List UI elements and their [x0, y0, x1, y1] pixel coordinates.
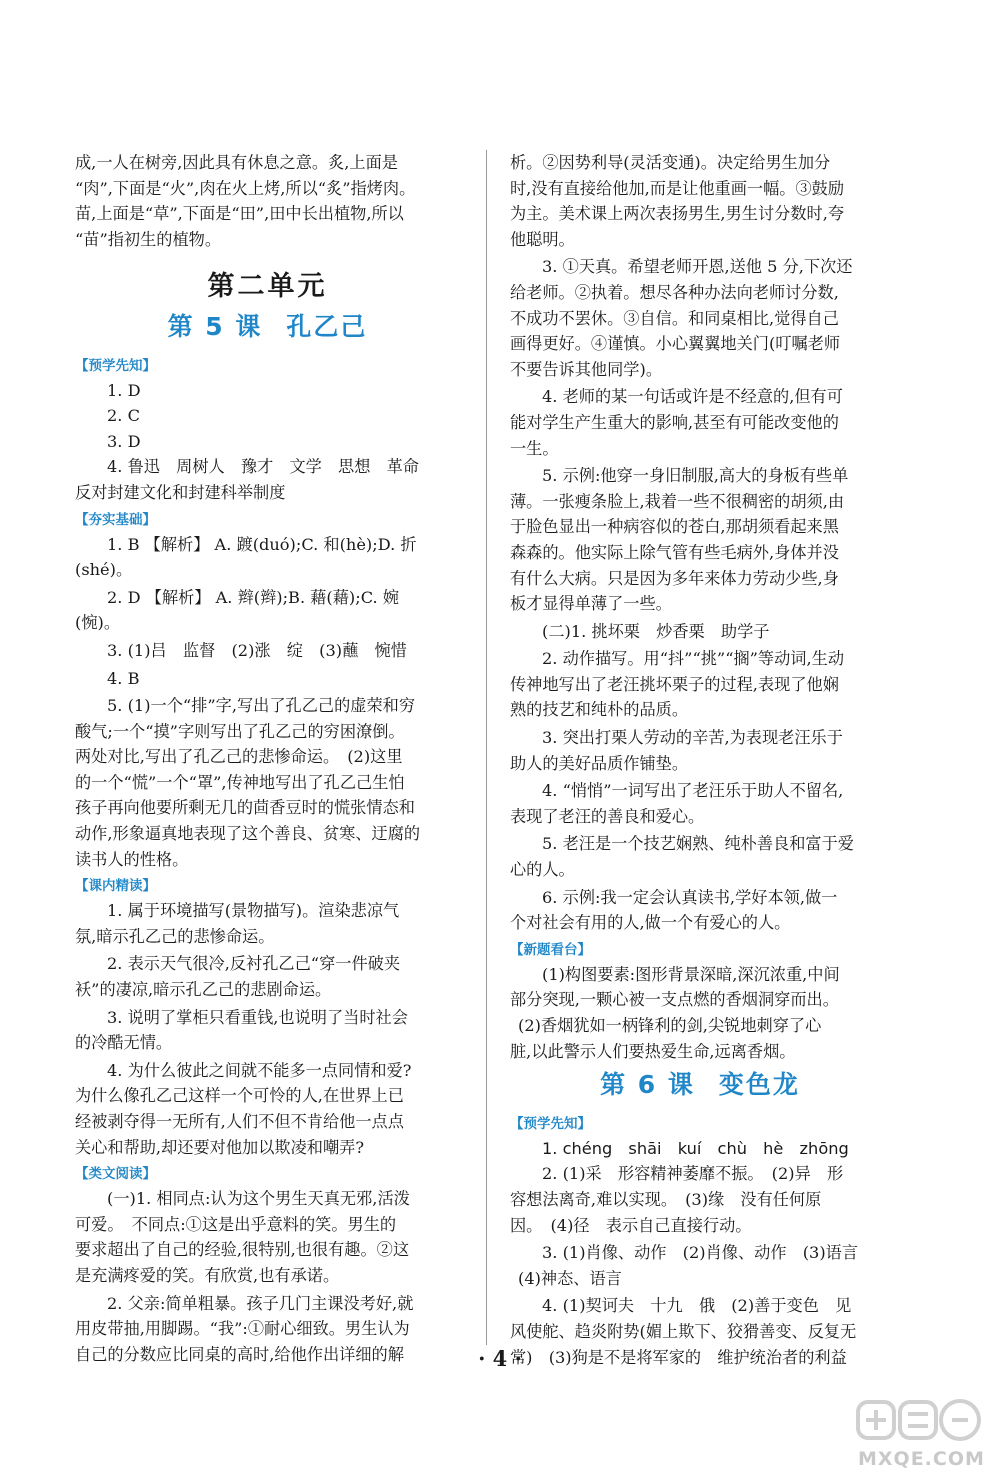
text-line: 成,一人在树旁,因此具有休息之意。炙,上面是: [75, 153, 398, 172]
answer-line: 反对封建文化和封建科举制度: [75, 482, 286, 502]
answer-line: 1. B 【解析】 A. 踱(duó);C. 和(hè);D. 折: [107, 534, 417, 554]
section-heading: 【预学先知】: [75, 357, 156, 374]
answer-line: (一)1. 相同点:认为这个男生天真无邪,活泼: [107, 1189, 410, 1209]
watermark-text: MXQE.COM: [858, 1448, 985, 1470]
lesson-name: 变色龙: [718, 1070, 800, 1100]
section-heading: 【夯实基础】: [75, 511, 156, 528]
answer-line: 4. 鲁迅 周树人 豫才 文学 思想 革命: [107, 457, 419, 477]
answer-line: 6. 示例:我一定会认真读书,学好本领,做一: [542, 887, 838, 907]
answer-line: 不要告诉其他同学)。: [510, 359, 663, 379]
answer-line: 3. ①天真。希望老师开恩,送他 5 分,下次还: [542, 257, 853, 277]
answer-line: 风使舵、趋炎附势(媚上欺下、狡猾善变、反复无: [510, 1321, 857, 1341]
answer-line: 表现了老汪的善良和爱心。: [510, 806, 705, 826]
answer-line: 能对学生产生重大的影响,甚至有可能改变他的: [510, 412, 839, 432]
answer-line: 一生。: [510, 438, 559, 458]
text-line: “苗”指初生的植物。: [75, 229, 222, 249]
section-heading: 【类文阅读】: [75, 1166, 156, 1183]
answer-line: 要求超出了自己的经验,很特别,也很有趣。②这: [75, 1240, 410, 1260]
text-line: 苗,上面是“草”,下面是“田”,田中长出植物,所以: [75, 204, 404, 224]
answer-line: 2. 父亲:简单粗暴。孩子几门主课没考好,就: [107, 1293, 414, 1313]
answer-line: 画得更好。④谨慎。小心翼翼地关门(叮嘱老师: [510, 334, 841, 354]
answer-line: 3. D: [107, 431, 141, 451]
answer-line: 3. (1)吕 监督 (2)涨 绽 (3)蘸 惋惜: [107, 640, 407, 660]
lesson-title: [510, 1072, 890, 1098]
answer-line: 1. chéng shāi kuí chù hè zhōng: [542, 1138, 849, 1158]
page-number: · 4 ·: [478, 1346, 522, 1371]
answer-line: 是充满疼爱的笑。有欣赏,也有承诺。: [75, 1265, 340, 1285]
answer-line: 脏,以此警示人们要热爱生命,远离香烟。: [510, 1041, 796, 1061]
answer-line: (二)1. 挑坏栗 炒香栗 助学子: [542, 621, 770, 641]
answer-line: 3. 说明了掌柜只看重钱,也说明了当时社会: [107, 1007, 408, 1027]
answer-line: 于脸色显出一种病容似的苍白,那胡须看起来黑: [510, 517, 839, 537]
answer-line: 给老师。②执着。想尽各种办法向老师讨分数,: [510, 282, 839, 302]
answer-line: 用皮带抽,用脚踢。“我”:①耐心细致。男生认为: [75, 1319, 410, 1339]
answer-line: 森森的。他实际上除气管有些毛病外,身体并没: [510, 542, 839, 562]
answer-line: (1)构图要素:图形背景深暗,深沉浓重,中间: [542, 964, 840, 984]
answer-line: 5. 示例:他穿一身旧制服,高大的身板有些单: [542, 466, 849, 486]
answer-line: 个对社会有用的人,做一个有爱心的人。: [510, 913, 791, 933]
answer-line: 传神地写出了老汪挑坏栗子的过程,表现了他娴: [510, 674, 839, 694]
answer-line: 孩子再向他要所剩无几的茴香豆时的慌张情态和: [75, 798, 415, 818]
answer-line: 2. 动作描写。用“抖”“挑”“搁”等动词,生动: [542, 649, 845, 669]
answer-line: 2. 表示天气很冷,反衬孔乙己“穿一件破夹: [107, 954, 401, 974]
answer-line: 部分突现,一颗心被一支点燃的香烟洞穿而出。: [510, 990, 839, 1010]
answer-line: 动作,形象逼真地表现了这个善良、贫寒、迂腐的: [75, 824, 421, 844]
answer-line: 因。 (4)径 表示自己直接行动。: [510, 1215, 752, 1235]
answer-line: (惋)。: [75, 613, 121, 633]
answer-line: (shé)。: [75, 560, 133, 580]
answer-line: 酸气;一个“摸”字则写出了孔乙己的穷困潦倒。: [75, 721, 405, 741]
answer-line: 时,没有直接给他加,而是让他重画一幅。③鼓励: [510, 178, 845, 198]
answer-line: 的冷酷无情。: [75, 1033, 173, 1053]
answer-line: 3. (1)肖像、动作 (2)肖像、动作 (3)语言: [542, 1243, 859, 1263]
section-heading: 【预学先知】: [510, 1115, 591, 1132]
answer-line: 经被剥夺得一无所有,人们不但不肯给他一点点: [75, 1112, 404, 1131]
answer-line: 析。②因势利导(灵活变通)。决定给男生加分: [510, 153, 831, 172]
unit-title: 第二单元: [207, 271, 328, 303]
lesson-number: 第 6 课: [600, 1070, 695, 1100]
answer-line: 两处对比,写出了孔乙己的悲惨命运。 (2)这里: [75, 747, 403, 767]
answer-line: 2. C: [107, 406, 140, 426]
answer-line: 1. 属于环境描写(景物描写)。渲染悲凉气: [107, 901, 400, 921]
right-column: [510, 150, 890, 1370]
answer-line: 氛,暗示孔乙己的悲惨命运。: [75, 926, 275, 946]
answer-line: 袄”的凄凉,暗示孔乙己的悲剧命运。: [75, 980, 332, 1000]
answer-line: 常) (3)狗是不是将军家的 维护统治者的利益: [510, 1347, 847, 1367]
answer-line: 2. D 【解析】 A. 辫(辫);B. 藉(藉);C. 婉: [107, 587, 399, 607]
answer-line: 4. “悄悄”一词写出了老汪乐于助人不留名,: [542, 781, 844, 801]
section-heading: 【新题看台】: [510, 941, 591, 958]
answer-line: 5. 老汪是一个技艺娴熟、纯朴善良和富于爱: [542, 834, 854, 854]
lesson-name: 孔乙己: [286, 311, 368, 341]
column-divider: [486, 150, 487, 1345]
answer-line: 板才显得单薄了一些。: [510, 594, 672, 614]
intro-paragraph: [75, 150, 460, 252]
answer-line: 不成功不罢休。③自信。和同桌相比,觉得自己: [510, 308, 839, 328]
text-line: “肉”,下面是“火”,肉在火上烤,所以“炙”指烤肉。: [75, 178, 416, 198]
answer-line: 助人的美好品质作铺垫。: [510, 753, 689, 773]
section-heading: 【课内精读】: [75, 878, 156, 895]
lesson-number: 第 5 课: [167, 311, 263, 341]
answer-line: 5. (1)一个“排”字,写出了孔乙己的虚荣和穷: [107, 696, 416, 716]
answer-line: 的一个“慌”一个“罩”,传神地写出了孔乙己生怕: [75, 772, 405, 792]
answer-line: 熟的技艺和纯朴的品质。: [510, 700, 689, 720]
answer-line: 关心和帮助,却还要对他加以欺凌和嘲弄?: [75, 1137, 365, 1157]
answer-line: 2. (1)采 形容精神萎靡不振。 (2)异 形: [542, 1164, 844, 1184]
answer-line: 读书人的性格。: [75, 849, 189, 869]
answer-line: 4. (1)契诃夫 十九 俄 (2)善于变色 见: [542, 1296, 852, 1316]
left-column: [75, 150, 460, 1367]
answer-line: 他聪明。: [510, 229, 575, 249]
answer-line: 4. 老师的某一句话或许是不经意的,但有可: [542, 387, 843, 407]
answer-line: 有什么大病。只是因为多年来体力劳动少些,身: [510, 568, 839, 588]
answer-line: 4. B: [107, 668, 140, 688]
answer-line: 自己的分数应比同桌的高时,给他作出详细的解: [75, 1344, 404, 1364]
answer-line: (4)神态、语言: [518, 1268, 622, 1288]
lesson-title: [75, 311, 460, 341]
answer-line: 4. 为什么彼此之间就不能多一点同情和爱?: [107, 1060, 412, 1080]
answer-line: 为什么像孔乙己这样一个可怜的人,在世界上已: [75, 1086, 404, 1106]
site-watermark: [850, 1398, 990, 1472]
answer-line: 心的人。: [510, 860, 575, 880]
answer-line: 可爱。 不同点:①这是出乎意料的笑。男生的: [75, 1214, 397, 1234]
answer-line: (2)香烟犹如一柄锋利的剑,尖锐地刺穿了心: [518, 1016, 822, 1035]
answer-line: 容想法离奇,难以实现。 (3)缘 没有任何原: [510, 1189, 822, 1209]
answer-line: 1. D: [107, 380, 141, 400]
answer-line: 3. 突出打栗人劳动的辛苦,为表现老汪乐于: [542, 728, 843, 748]
answer-line: 薄。一张瘦条脸上,栽着一些不很稠密的胡须,由: [510, 491, 845, 511]
answer-line: 为主。美术课上两次表扬男生,男生讨分数时,夸: [510, 204, 845, 224]
